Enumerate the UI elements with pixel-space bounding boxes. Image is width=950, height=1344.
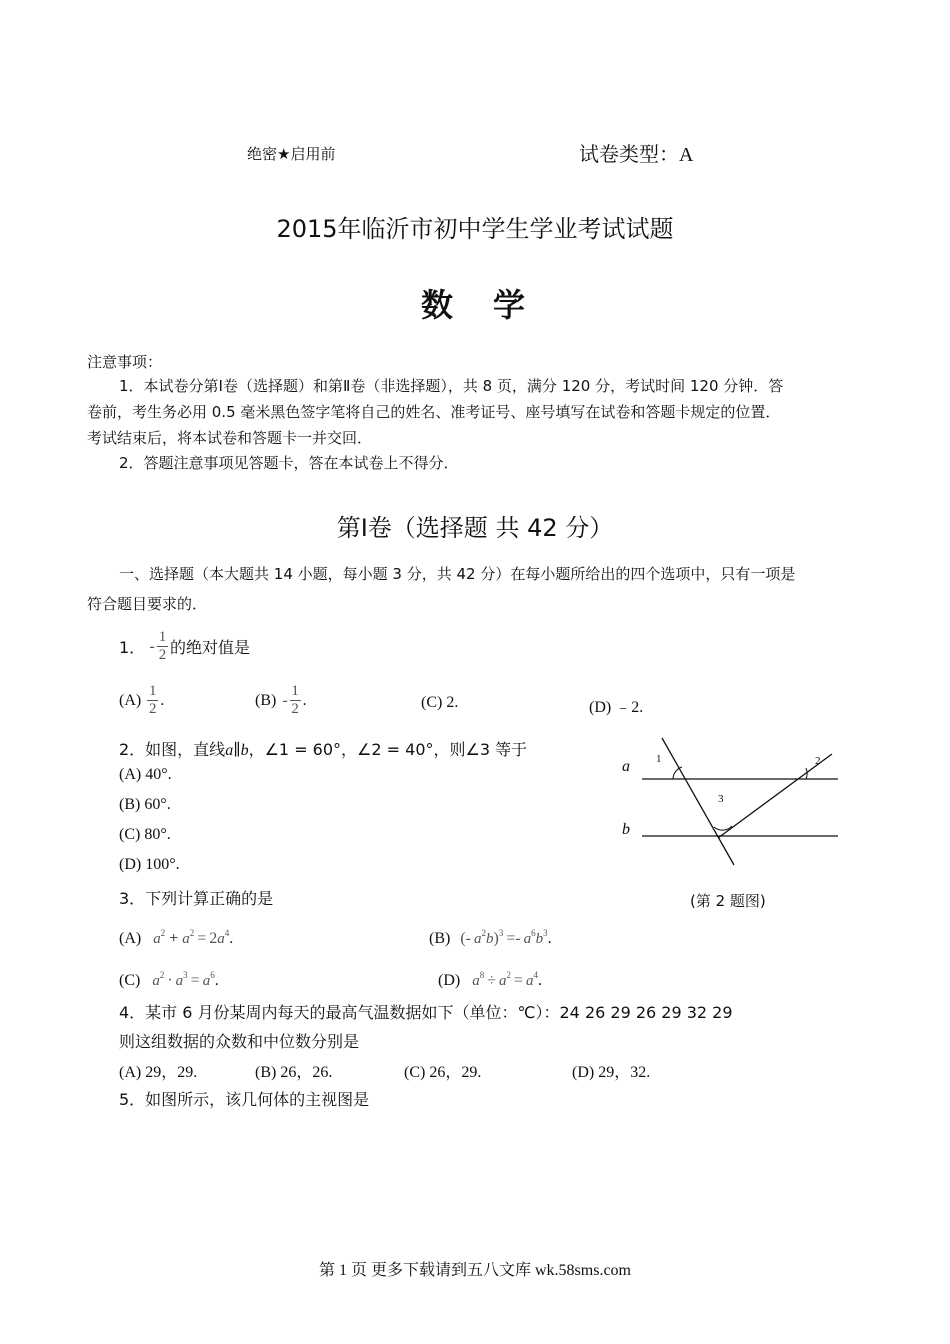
q2-parallel: ∥ [233, 742, 241, 759]
q2-option-d: (D) 100°. [119, 856, 180, 873]
notes-line-2: 卷前，考生务必用 0.5 毫米黑色签字笔将自己的姓名、准考证号、座号填写在试卷和答题卡规定的位置． [87, 403, 781, 421]
q3-d-eq: = [514, 972, 524, 989]
q2-figure-caption: (第 2 题图) [690, 892, 766, 910]
q3-c-eq: = [190, 972, 200, 989]
q3-b-open: (- [460, 930, 471, 947]
label-a: a [622, 758, 630, 775]
q3-a-eq: = [197, 930, 207, 947]
angle-1-arc [673, 767, 682, 779]
q3-d-base1: a [472, 973, 480, 989]
q1-option-b [255, 683, 307, 718]
q3-d-end: . [538, 972, 543, 989]
question-1-stem [119, 629, 250, 664]
q3-a-end: . [229, 930, 234, 947]
q1-b-label: (B) [255, 691, 277, 709]
exam-type-value: A [679, 144, 694, 166]
q3-b-end: . [547, 930, 552, 947]
q2-option-a: (A) 40°. [119, 766, 172, 783]
q1-a-end: . [160, 691, 165, 709]
q1-fraction [157, 629, 168, 664]
question-3-stem: 3．下列计算正确的是 [119, 889, 274, 908]
q3-d-op: ÷ [487, 972, 496, 989]
q3-option-b [429, 928, 552, 948]
q3-option-a [119, 928, 233, 948]
q1-a-num: 1 [148, 683, 157, 699]
page-footer: 第 1 页 更多下载请到五八文库 wk.58sms.com [318, 1262, 631, 1279]
page-title: 2015年临沂市初中学生学业考试试题 [276, 215, 674, 243]
q3-a-exp2: 2 [189, 928, 195, 938]
q1-a-den: 2 [148, 701, 157, 717]
q1-option-d: (D) ﹣2. [589, 699, 644, 716]
q2-option-b: (B) 60°. [119, 796, 171, 813]
q3-b-exp3: 6 [531, 928, 536, 938]
exam-type [579, 138, 693, 167]
q2-var-a: a [225, 742, 234, 759]
question-4-stem-2: 则这组数据的众数和中位数分别是 [119, 1032, 360, 1051]
q4-option-d: (D) 29，32. [572, 1064, 651, 1081]
q3-a-exp3: 4 [224, 928, 230, 938]
angle-1-label: 1 [656, 753, 662, 765]
label-b: b [622, 821, 630, 838]
q1-number: 1． [119, 638, 146, 657]
q2-var-b: b [240, 742, 249, 759]
q1-b-fraction [290, 683, 301, 718]
notes-line-4: 2．答题注意事项见答题卡，答在本试卷上不得分． [119, 454, 459, 472]
q3-c-end: . [214, 972, 219, 989]
question-5-stem: 5．如图所示，该几何体的主视图是 [119, 1090, 370, 1109]
angle-3-label: 3 [718, 793, 724, 805]
q3-a-op: + [169, 930, 179, 947]
q3-a-base3: a [217, 931, 225, 947]
q3-c-label: (C) [119, 972, 141, 989]
q1-a-fraction [147, 683, 158, 718]
q1-b-end: . [302, 691, 307, 709]
q4-option-b: (B) 26，26. [255, 1064, 333, 1081]
q3-d-base3: a [526, 973, 534, 989]
subject-title: 数 学 [420, 286, 529, 324]
q2-figure [610, 730, 850, 875]
q3-b-eq: =- [506, 930, 521, 947]
q2-option-c: (C) 80°. [119, 826, 171, 843]
q3-c-op: · [167, 972, 173, 989]
q3-c-exp3: 6 [210, 970, 215, 980]
notes-line-3: 考试结束后，将本试卷和答题卡一并交回． [87, 429, 373, 447]
section-title: 第Ⅰ卷（选择题 共 42 分） [336, 514, 614, 542]
q3-b-base4: b [535, 931, 544, 947]
q3-b-close: ) [493, 930, 499, 947]
instructions-line-2: 符合题目要求的． [87, 595, 208, 613]
q3-b-label: (B) [429, 930, 451, 947]
q1-b-den: 2 [291, 701, 299, 717]
question-4-stem: 4．某市 6 月份某周内每天的最高气温数据如下（单位：℃）：24 26 29 26 29 32 29 [119, 1003, 733, 1022]
instructions-line-1: 一、选择题（本大题共 14 小题，每小题 3 分，共 42 分）在每小题所给出的四个选项中，只有一项是 [119, 565, 796, 583]
q1-option-c: (C) 2. [421, 694, 459, 711]
q3-a-base2: a [182, 931, 190, 947]
q1-option-a [119, 683, 164, 718]
q3-d-base2: a [499, 973, 507, 989]
q3-b-exp1: 2 [481, 928, 486, 938]
q2-stem-a: 2．如图，直线 [119, 740, 226, 759]
q3-c-exp2: 3 [183, 970, 188, 980]
q3-d-exp1: 8 [479, 970, 485, 980]
q3-c-exp1: 2 [159, 970, 165, 980]
secret-label: 绝密★启用前 [247, 145, 336, 163]
angle-2-label: 2 [815, 755, 821, 767]
notes-heading: 注意事项： [87, 353, 163, 371]
q3-c-base3: a [202, 973, 211, 989]
q3-a-exp1: 2 [160, 928, 166, 938]
q3-d-exp2: 2 [506, 970, 511, 980]
q4-option-c: (C) 26，29. [404, 1064, 482, 1081]
q3-b-base3: a [523, 931, 532, 947]
q1-stem-text: 的绝对值是 [169, 638, 250, 657]
q3-b-exp4: 3 [543, 928, 548, 938]
q3-b-base1: a [473, 931, 482, 947]
q1-a-label: (A) [119, 691, 142, 709]
exam-type-label: 试卷类型： [579, 142, 679, 166]
q1-frac-num: 1 [158, 629, 167, 645]
q1-frac-den: 2 [158, 647, 167, 663]
q3-d-exp3: 4 [533, 970, 539, 980]
q3-a-label: (A) [119, 930, 142, 947]
q1-b-minus: - [282, 691, 288, 709]
q3-option-d [438, 970, 542, 990]
q3-d-label: (D) [438, 972, 461, 989]
q3-c-base1: a [152, 973, 160, 989]
q3-a-base1: a [153, 931, 161, 947]
q3-a-coef: 2 [209, 930, 218, 947]
question-2-stem [119, 737, 527, 760]
q3-c-base2: a [175, 973, 184, 989]
q1-minus: - [149, 637, 155, 656]
q3-option-c [119, 970, 219, 990]
q2-stem-b: ，∠1 = 60°，∠2 = 40°，则∠3 等于 [248, 740, 528, 759]
q3-b-exp-outer: 3 [498, 928, 504, 938]
q3-b-base2: b [485, 931, 494, 947]
q4-option-a: (A) 29，29. [119, 1064, 198, 1081]
q1-b-num: 1 [291, 683, 299, 699]
notes-line-1: 1．本试卷分第Ⅰ卷（选择题）和第Ⅱ卷（非选择题），共 8 页，满分 120 分，考试时间 120 分钟．答 [119, 377, 784, 395]
